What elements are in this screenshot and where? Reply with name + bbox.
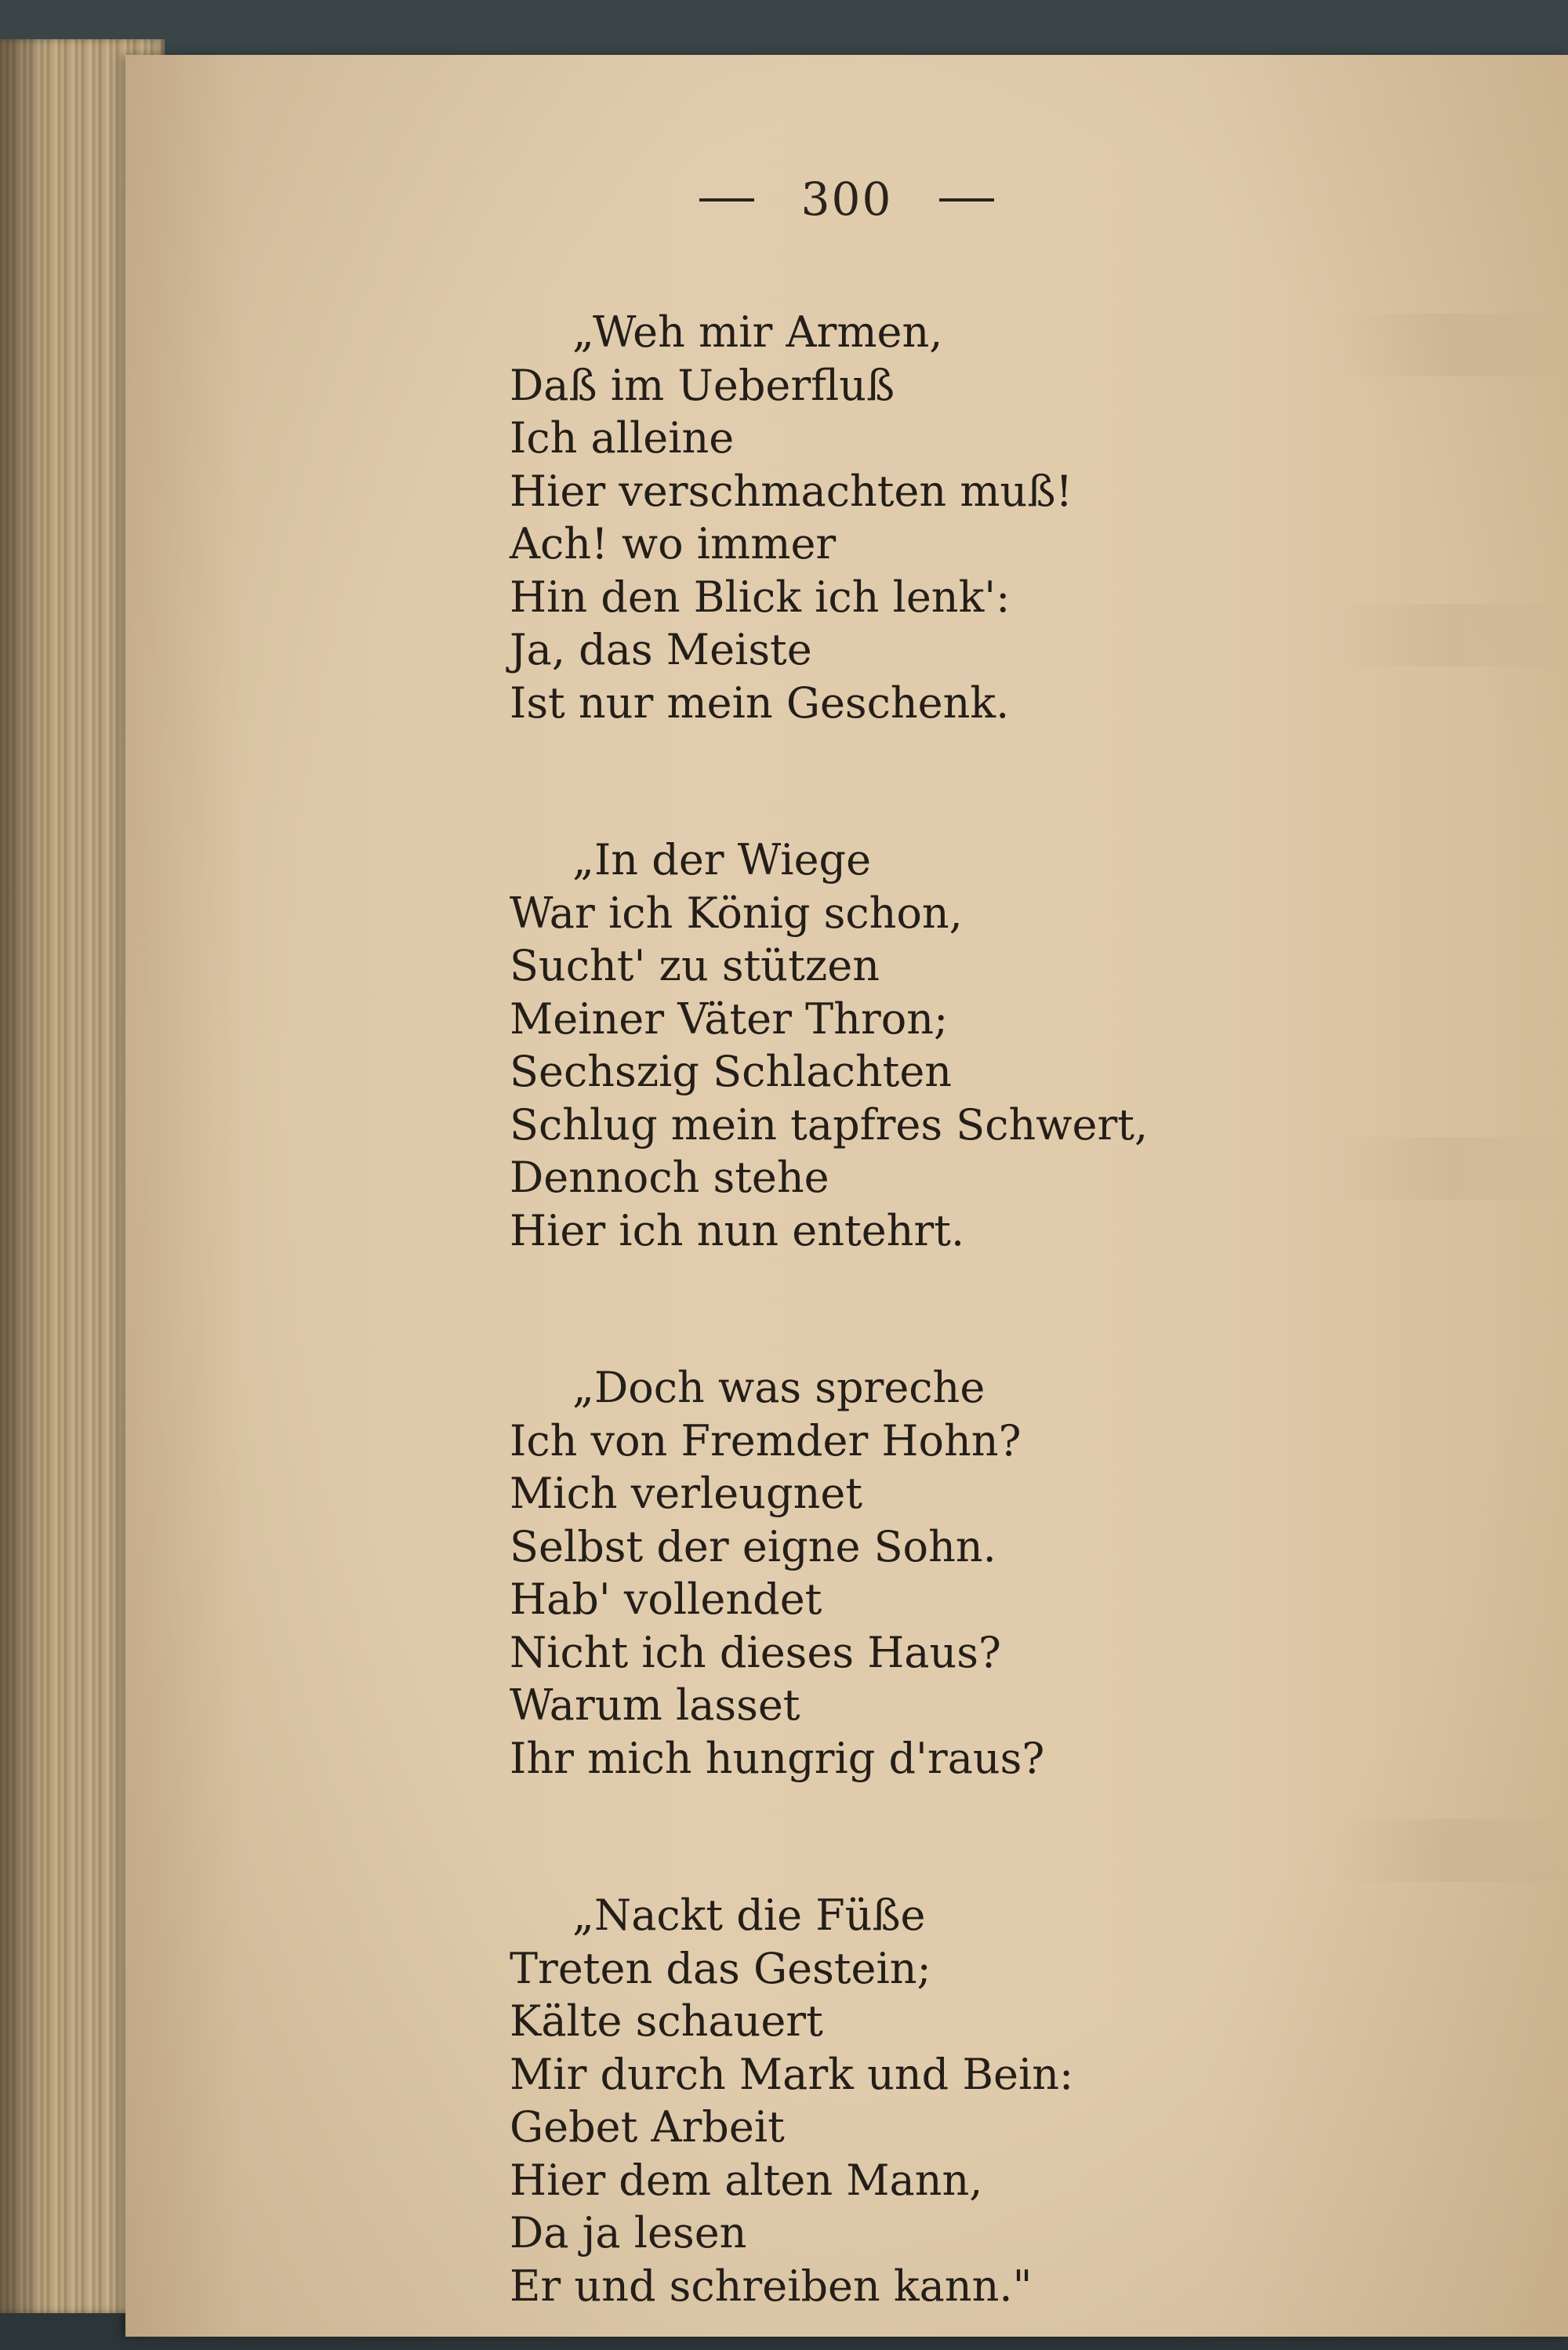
poem-line: Mir durch Mark und Bein: — [510, 2049, 1074, 2099]
poem-line: Er und schreiben kann." — [510, 2261, 1033, 2311]
poem-line: Kälte schauert — [510, 1996, 823, 2046]
poem-line: Dennoch stehe — [510, 1153, 829, 1202]
poem-line: Meiner Väter Thron; — [510, 993, 949, 1044]
page-header — [125, 173, 1568, 226]
poem-line: Da ja lesen — [510, 2208, 747, 2257]
poem-line: „In der Wiege — [572, 835, 872, 884]
poem-line: Ja, das Meiste — [510, 625, 812, 674]
poem-line: Ist nur mein Geschenk. — [510, 677, 1010, 728]
poem-line: Ach! wo immer — [510, 519, 837, 568]
poem-line: Ich von Fremder Hohn? — [510, 1415, 1022, 1466]
poem — [510, 306, 1148, 2312]
bleed-through-mark — [1333, 314, 1568, 376]
stanza-4 — [510, 1889, 1148, 2312]
poem-line: War ich König schon, — [510, 888, 963, 938]
poem-line: Warum lasset — [510, 1680, 800, 1730]
bleed-through-mark — [1333, 1137, 1568, 1200]
stanza-2 — [510, 834, 1148, 1257]
header-dash-left — [699, 198, 754, 202]
book-page — [125, 55, 1568, 2337]
poem-line: Mich verleugnet — [510, 1469, 863, 1518]
poem-line: „Nackt die Füße — [572, 1891, 926, 1940]
poem-line: Sucht' zu stützen — [510, 941, 880, 990]
header-dash-right — [939, 198, 994, 202]
poem-line: Ich alleine — [510, 413, 735, 463]
poem-line: Schlug mein tapfres Schwert, — [510, 1099, 1149, 1150]
poem-line: Ihr mich hungrig d'raus? — [510, 1733, 1045, 1783]
bleed-through-mark — [1333, 604, 1568, 666]
page-number: 300 — [800, 173, 893, 226]
poem-line: Hier dem alten Mann, — [510, 2155, 983, 2205]
poem-line: Hier ich nun entehrt. — [510, 1205, 965, 1255]
poem-line: Hab' vollendet — [510, 1575, 822, 1624]
poem-line: Nicht ich dieses Haus? — [510, 1627, 1001, 1677]
stanza-1 — [510, 306, 1148, 729]
poem-line: Gebet Arbeit — [510, 2102, 785, 2152]
page-edges-shadow — [0, 39, 47, 2313]
poem-line: Selbst der eigne Sohn. — [510, 1521, 996, 1571]
poem-line: „Doch was spreche — [572, 1363, 985, 1412]
poem-line: Hin den Blick ich lenk': — [510, 572, 1011, 622]
poem-line: Hier verschmachten muß! — [510, 466, 1073, 516]
poem-line: „Weh mir Armen, — [572, 307, 943, 357]
bleed-through-mark — [1333, 1819, 1568, 1882]
poem-line: Sechszig Schlachten — [510, 1047, 953, 1096]
stanza-3 — [510, 1361, 1148, 1785]
poem-line: Daß im Ueberfluß — [510, 360, 895, 410]
poem-line: Treten das Gestein; — [510, 1943, 931, 1993]
